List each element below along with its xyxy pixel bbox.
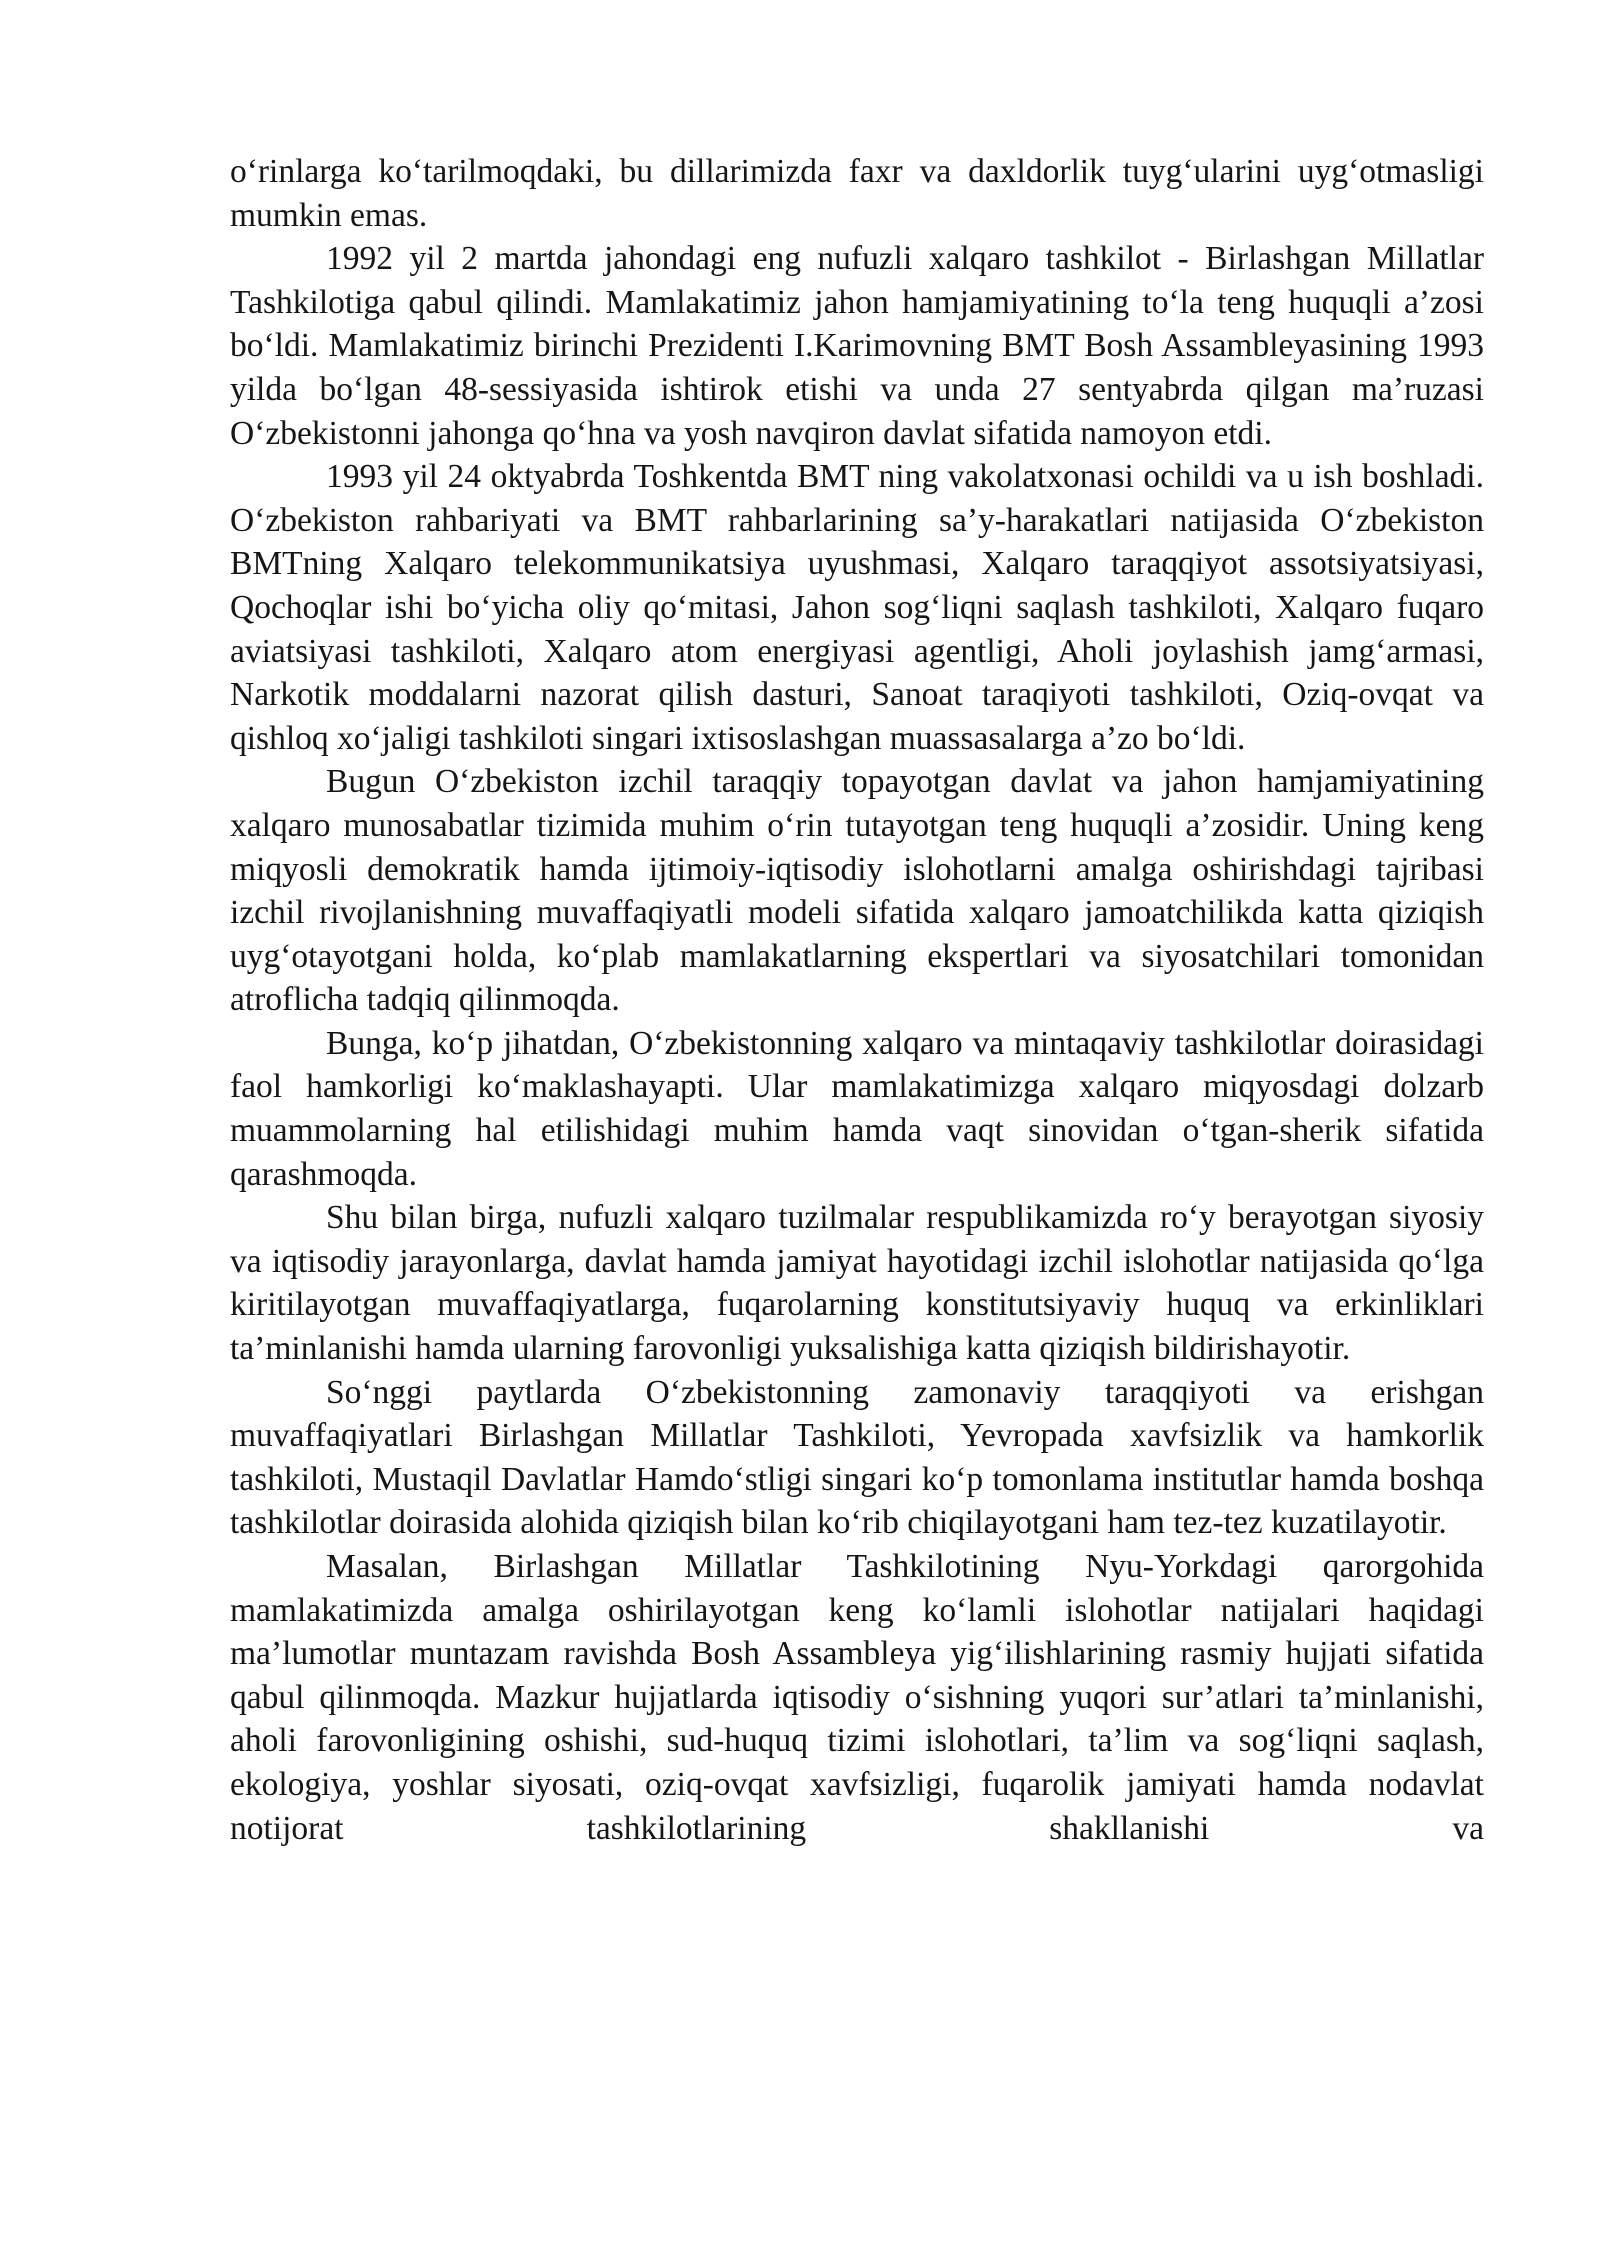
paragraph-un-membership: 1992 yil 2 martda jahondagi eng nufuzli xalqaro tashkilot - Birlashgan Millatlar Tashkilotiga qabul qilindi. Mamlakatimiz jahon hamjamiyatining to‘la teng huquqli a’zosi bo‘ldi. Mamlakatimiz birinchi Prezidenti I.Karimovning BMT Bosh Assambleyasining 1993 yilda bo‘lgan 48-sessiyasida ishtirok etishi va unda 27 sentyabrda qilgan ma’ruzasi O‘zbekistonni jahonga qo‘hna va yosh navqiron davlat sifatida namoyon etdi. xyxy=(230,240,1484,452)
paragraph-cooperation: Bunga, ko‘p jihatdan, O‘zbekistonning xalqaro va mintaqaviy tashkilotlar doirasidagi faol hamkorligi ko‘maklashayapti. Ular mamlakatimizga xalqaro miqyosdagi dolzarb muammolarning hal etilishidagi muhim hamda vaqt sinovidan o‘tgan-sherik sifatida qarashmoqda. xyxy=(230,1024,1484,1193)
paragraph-un-office-tashkent: 1993 yil 24 oktyabrda Toshkentda BMT ning vakolatxonasi ochildi va u ish boshladi. O‘zbekiston rahbariyati va BMT rahbarlarining sa’y-harakatlari natijasida O‘zbekiston BMTning Xalqaro telekommunikatsiya uyushmasi, Xalqaro taraqqiyot assotsiyatsiyasi, Qochoqlar ishi bo‘yicha oliy qo‘mitasi, Jahon sog‘liqni saqlash tashkiloti, Xalqaro fuqaro aviatsiyasi tashkiloti, Xalqaro atom energiyasi agentligi, Aholi joylashish jamg‘armasi, Narkotik moddalarni nazorat qilish dasturi, Sanoat taraqiyoti tashkiloti, Oziq-ovqat va qishloq xo‘jaligi tashkiloti singari ixtisoslashgan muassasalarga a’zo bo‘ldi. xyxy=(230,458,1484,757)
paragraph-recent-attention: So‘nggi paytlarda O‘zbekistonning zamonaviy taraqqiyoti va erishgan muvaffaqiyatlari Birlashgan Millatlar Tashkiloti, Yevropada xavfsizlik va hamkorlik tashkiloti, Mustaqil Davlatlar Hamdo‘stligi singari ko‘p tomonlama institutlar hamda boshqa tashkilotlar doirasida alohida qiziqish bilan ko‘rib chiqilayotgani ham tez-tez kuzatilayotir. xyxy=(230,1373,1484,1542)
paragraph-continuation: o‘rinlarga ko‘tarilmoqdaki, bu dillarimizda faxr va daxldorlik tuyg‘ularini uyg‘otmasligi mumkin emas. xyxy=(230,153,1484,234)
document-page xyxy=(230,150,1484,1850)
paragraph-uzbekistan-today: Bugun O‘zbekiston izchil taraqqiy topayotgan davlat va jahon hamjamiyatining xalqaro munosabatlar tizimida muhim o‘rin tutayotgan teng huquqli a’zosidir. Uning keng miqyosli demokratik hamda ijtimoiy-iqtisodiy islohotlarni amalga oshirishdagi tajribasi izchil rivojlanishning muvaffaqiyatli modeli sifatida xalqaro jamoatchilikda katta qiziqish uyg‘otayotgani holda, ko‘plab mamlakatlarning ekspertlari va siyosatchilari tomonidan atroflicha tadqiq qilinmoqda. xyxy=(230,763,1484,1019)
paragraph-international-interest: Shu bilan birga, nufuzli xalqaro tuzilmalar respublikamizda ro‘y berayotgan siyosiy va iqtisodiy jarayonlarga, davlat hamda jamiyat hayotidagi izchil islohotlar natijasida qo‘lga kiritilayotgan muvaffaqiyatlarga, fuqarolarning konstitutsiyaviy huquq va erkinliklari ta’minlanishi hamda ularning farovonligi yuksalishiga katta qiziqish bildirishayotir. xyxy=(230,1199,1484,1368)
paragraph-un-documents: Masalan, Birlashgan Millatlar Tashkilotining Nyu-Yorkdagi qarorgohida mamlakatimizda amalga oshirilayotgan keng ko‘lamli islohotlar natijalari haqidagi ma’lumotlar muntazam ravishda Bosh Assambleya yig‘ilishlarining rasmiy hujjati sifatida qabul qilinmoqda. Mazkur hujjatlarda iqtisodiy o‘sishning yuqori sur’atlari ta’minlanishi, aholi farovonligining oshishi, sud-huquq tizimi islohotlari, ta’lim va sog‘liqni saqlash, ekologiya, yoshlar siyosati, oziq-ovqat xavfsizligi, fuqarolik jamiyati hamda nodavlat notijorat tashkilotlarining shakllanishi va xyxy=(230,1548,1484,1847)
